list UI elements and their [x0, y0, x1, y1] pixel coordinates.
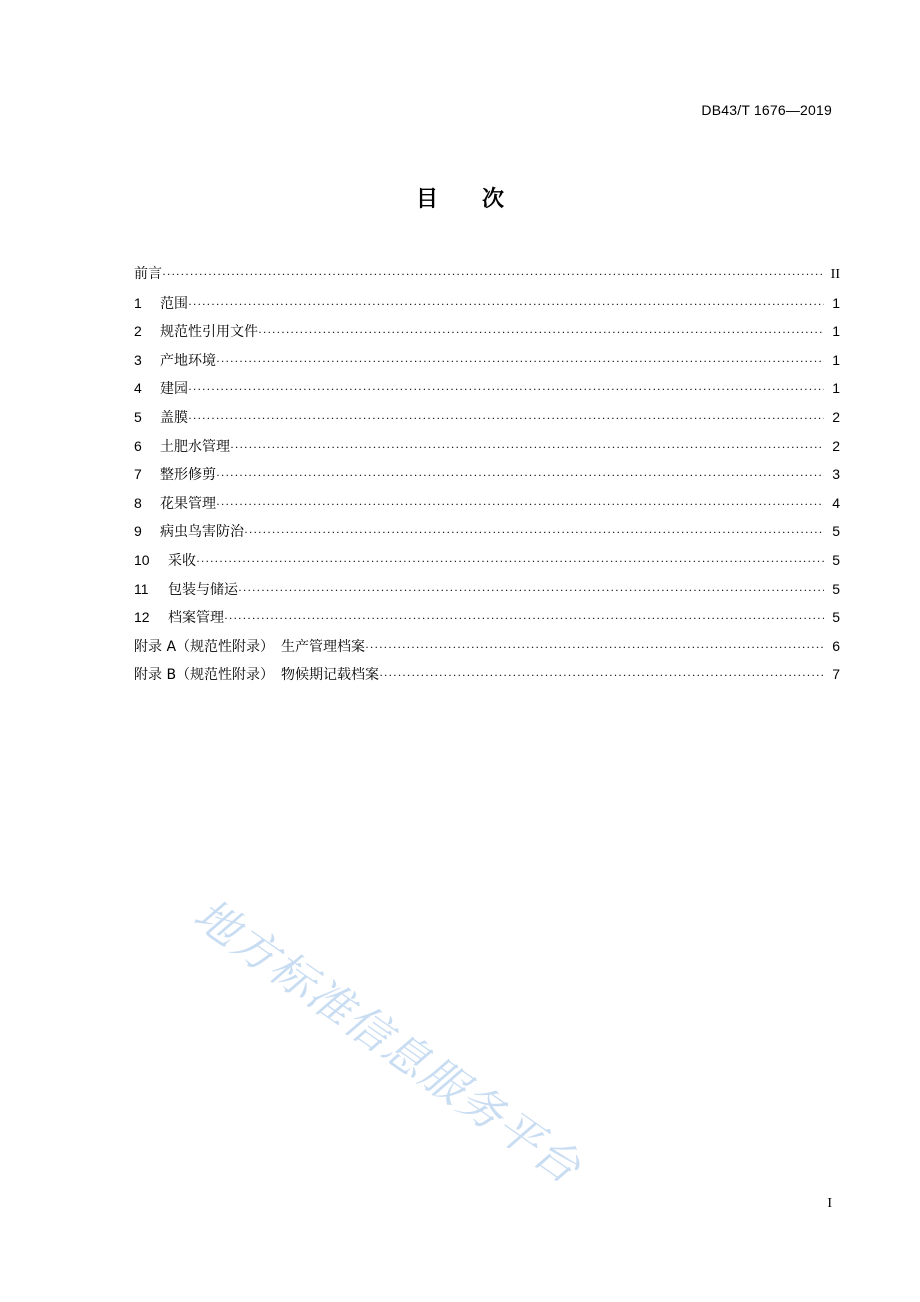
- toc-entry-10[interactable]: [134, 546, 840, 575]
- toc-entry-2[interactable]: [134, 317, 840, 346]
- toc-entry-label: 产地环境: [160, 352, 216, 369]
- toc-leader-dots: [258, 318, 824, 347]
- toc-entry-3[interactable]: [134, 346, 840, 375]
- toc-entry-number: 11: [134, 580, 149, 597]
- standard-code: DB43/T 1676—2019: [701, 102, 832, 118]
- toc-leader-dots: [238, 576, 824, 605]
- toc-entry-page: 4: [832, 494, 840, 511]
- table-of-contents: [134, 260, 840, 689]
- toc-entry-number: 6: [134, 437, 142, 454]
- toc-entry-page: 3: [832, 466, 840, 483]
- toc-entry-page: II: [830, 267, 840, 282]
- toc-entry-8[interactable]: [134, 489, 840, 518]
- toc-entry-11[interactable]: [134, 575, 840, 604]
- title-char-1: 目: [415, 187, 438, 212]
- toc-entry-label: 建园: [160, 381, 188, 398]
- toc-leader-dots: [230, 433, 824, 462]
- toc-entry-number: 7: [134, 466, 142, 483]
- toc-entry-page: 7: [832, 666, 840, 683]
- toc-entry-label: 包装与储运: [168, 581, 238, 598]
- toc-entry-page: 5: [832, 551, 840, 568]
- toc-entry-page: 5: [832, 523, 840, 540]
- toc-entry-7[interactable]: [134, 460, 840, 489]
- toc-leader-dots: [216, 461, 824, 490]
- toc-leader-dots: [244, 518, 824, 547]
- toc-entry-label: 整形修剪: [160, 467, 216, 484]
- toc-leader-dots: [216, 347, 824, 376]
- page-title: [0, 182, 920, 213]
- toc-entry-page: 1: [832, 380, 840, 397]
- toc-entry-foreword[interactable]: [134, 260, 840, 289]
- toc-entry-page: 1: [832, 323, 840, 340]
- toc-leader-dots: [224, 604, 824, 633]
- toc-entry-label: 档案管理: [168, 610, 224, 627]
- toc-entry-number: 4: [134, 380, 142, 397]
- watermark-text: 地方标准信息服务平台: [184, 889, 591, 1195]
- toc-entry-12[interactable]: [134, 603, 840, 632]
- toc-entry-9[interactable]: [134, 517, 840, 546]
- toc-entry-label: 附录 A（规范性附录） 生产管理档案: [134, 638, 366, 655]
- title-char-2: 次: [482, 187, 505, 212]
- toc-entry-label: 病虫鸟害防治: [160, 524, 244, 541]
- toc-leader-dots: [162, 260, 824, 289]
- toc-leader-dots: [379, 661, 824, 690]
- toc-entry-label: 花果管理: [160, 495, 216, 512]
- toc-entry-page: 1: [832, 351, 840, 368]
- toc-entry-label: 土肥水管理: [160, 438, 230, 455]
- toc-leader-dots: [365, 633, 824, 662]
- toc-leader-dots: [196, 547, 824, 576]
- toc-leader-dots: [188, 404, 824, 433]
- toc-entry-number: 3: [134, 351, 142, 368]
- toc-leader-dots: [188, 375, 824, 404]
- toc-entry-4[interactable]: [134, 374, 840, 403]
- toc-entry-number: 2: [134, 323, 142, 340]
- toc-entry-6[interactable]: [134, 432, 840, 461]
- toc-entry-label: 范围: [160, 295, 188, 312]
- toc-entry-page: 5: [832, 609, 840, 626]
- toc-entry-label: 规范性引用文件: [160, 324, 258, 341]
- toc-entry-number: 8: [134, 494, 142, 511]
- page-number: I: [827, 1196, 832, 1211]
- toc-entry-label: 附录 B（规范性附录） 物候期记载档案: [134, 667, 380, 684]
- toc-entry-page: 2: [832, 437, 840, 454]
- toc-entry-number: 1: [134, 294, 142, 311]
- toc-entry-appendix-b[interactable]: [134, 660, 840, 689]
- toc-entry-page: 1: [832, 294, 840, 311]
- toc-entry-page: 5: [832, 580, 840, 597]
- toc-entry-number: 10: [134, 551, 150, 568]
- toc-entry-page: 2: [832, 408, 840, 425]
- toc-leader-dots: [188, 290, 824, 319]
- toc-leader-dots: [216, 490, 824, 519]
- toc-entry-number: 12: [134, 609, 150, 626]
- toc-entry-label: 前言: [134, 266, 162, 282]
- toc-entry-label: 盖膜: [160, 409, 188, 426]
- toc-entry-number: 5: [134, 408, 142, 425]
- toc-entry-number: 9: [134, 523, 142, 540]
- toc-entry-appendix-a[interactable]: [134, 632, 840, 661]
- toc-entry-page: 6: [832, 637, 840, 654]
- toc-entry-label: 采收: [168, 552, 196, 569]
- toc-entry-5[interactable]: [134, 403, 840, 432]
- toc-entry-1[interactable]: [134, 289, 840, 318]
